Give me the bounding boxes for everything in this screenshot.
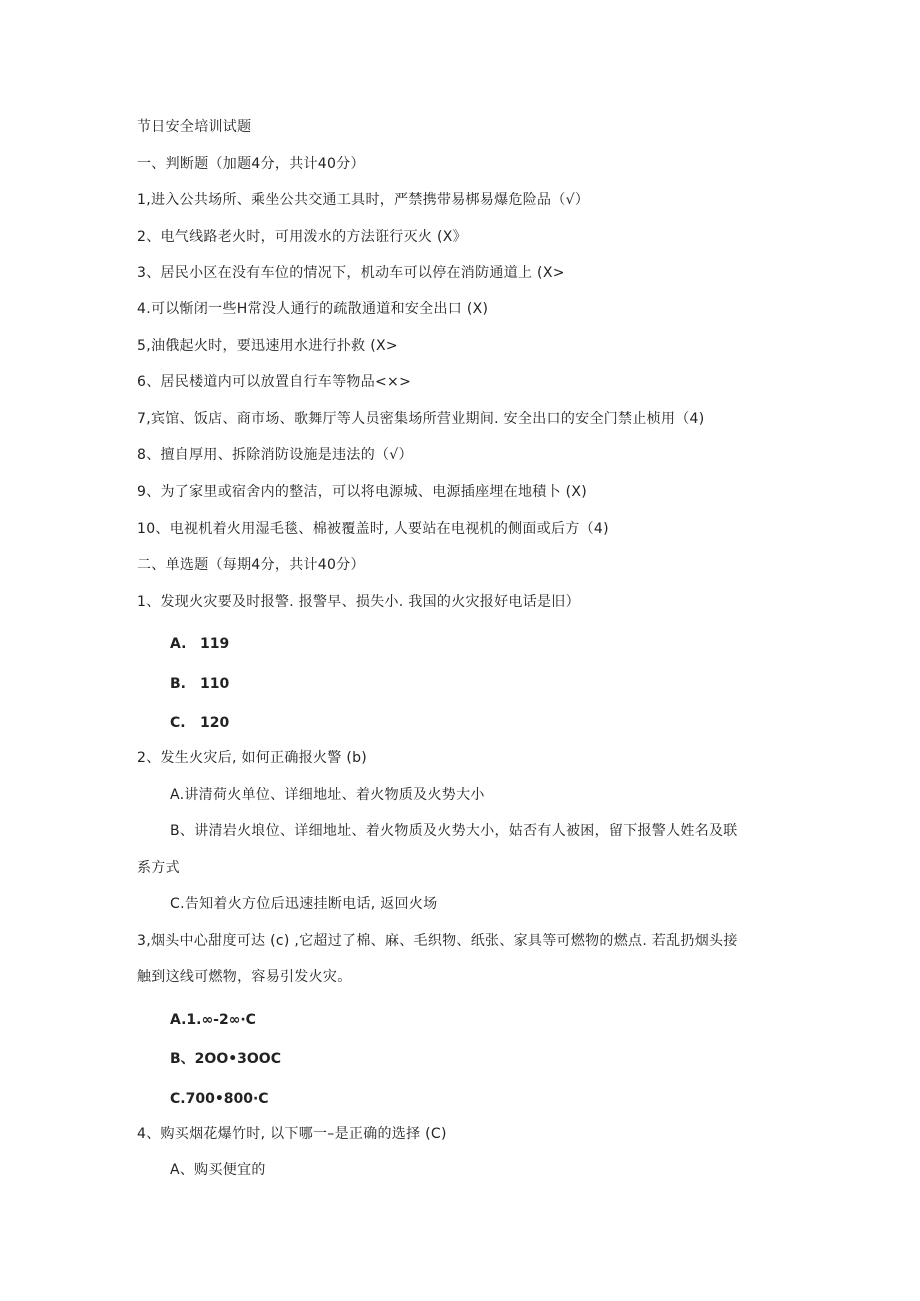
judge-item-7: 7,宾馆、饭店、商市场、歌舞厅等人员密集场所营业期间. 安全出口的安全门禁止桢用（4) <box>137 411 705 427</box>
judge-item-3: 3、居民小区在没有车位的情况下，机动车可以停在消防通道上 (X> <box>137 265 565 281</box>
question-4-option-a: A、购买便宜的 <box>170 1162 266 1178</box>
question-2-option-c: C.告知着火方位后迅速挂断电话, 返回火场 <box>170 896 438 912</box>
question-1-option-a <box>170 635 229 653</box>
option-value: 119 <box>200 636 230 652</box>
judge-item-1: 1,进入公共场所、乘坐公共交通工具时，严禁携带易梆易爆危险品（√） <box>137 192 590 208</box>
judge-item-6: 6、居民楼道内可以放置自行车等物品<×> <box>137 374 412 390</box>
question-3-continued: 触到这线可燃物，容易引发火灾。 <box>137 969 352 985</box>
question-1-option-c <box>170 714 229 732</box>
judge-item-2: 2、电气线路老火时，可用泼水的方法诳行灭火 (X》 <box>137 229 467 245</box>
option-letter: C. <box>170 715 186 731</box>
document-title: 节日安全培训试题 <box>137 119 252 135</box>
judge-item-8: 8、擅自厚用、拆除消防设施是违法的（√） <box>137 447 413 463</box>
option-value: 120 <box>200 715 230 731</box>
question-3-option-a: A.1.∞-2∞·C <box>170 1012 256 1028</box>
question-4: 4、购买烟花爆竹时, 以下哪一–是正确的选择 (C) <box>137 1126 447 1142</box>
option-letter: B. <box>170 676 186 692</box>
section2-heading: 二、单选题（每期4分，共计40分） <box>137 557 365 573</box>
option-value: 110 <box>200 676 230 692</box>
option-letter: A. <box>170 636 187 652</box>
judge-item-10: 10、电视机着火用湿毛毯、棉被覆盖时, 人要站在电视机的侧面或后方（4) <box>137 521 609 537</box>
question-1-option-b <box>170 675 229 693</box>
judge-item-9: 9、为了家里或宿舍内的整洁，可以将电源城、电源插座埋在地積卜 (X) <box>137 484 588 500</box>
section1-heading: 一、判断题（加题4分，共计40分） <box>137 156 365 172</box>
question-2-option-b: B、讲清岩火埌位、详细地址、着火物质及火势大小，姑否有人被困，留下报警人姓名及联 <box>170 823 738 839</box>
question-2-option-a: A.讲清荷火单位、详细地址、着火物质及火势大小 <box>170 787 485 803</box>
question-2: 2、发生火灾后, 如何正确报火警 (b) <box>137 750 368 766</box>
question-3-option-b: B、2OO•3OOC <box>170 1051 281 1067</box>
judge-item-4: 4.可以惭闭一些H常没人通行的疏散通道和安全出口 (X) <box>137 301 489 317</box>
judge-item-5: 5,油俄起火时，要迅速用水进行扑救 (X> <box>137 338 398 354</box>
question-3: 3,烟头中心甜度可达 (c) ,它超过了棉、麻、毛织物、纸张、家具等可燃物的燃点. 若乱扔烟头接 <box>137 933 738 949</box>
question-3-option-c: C.700•800·C <box>170 1091 269 1107</box>
question-1: 1、发现火灾要及时报警. 报警早、损失小. 我国的火灾报好电话是旧） <box>137 594 580 610</box>
question-2-option-b-continued: 系方式 <box>137 860 180 876</box>
